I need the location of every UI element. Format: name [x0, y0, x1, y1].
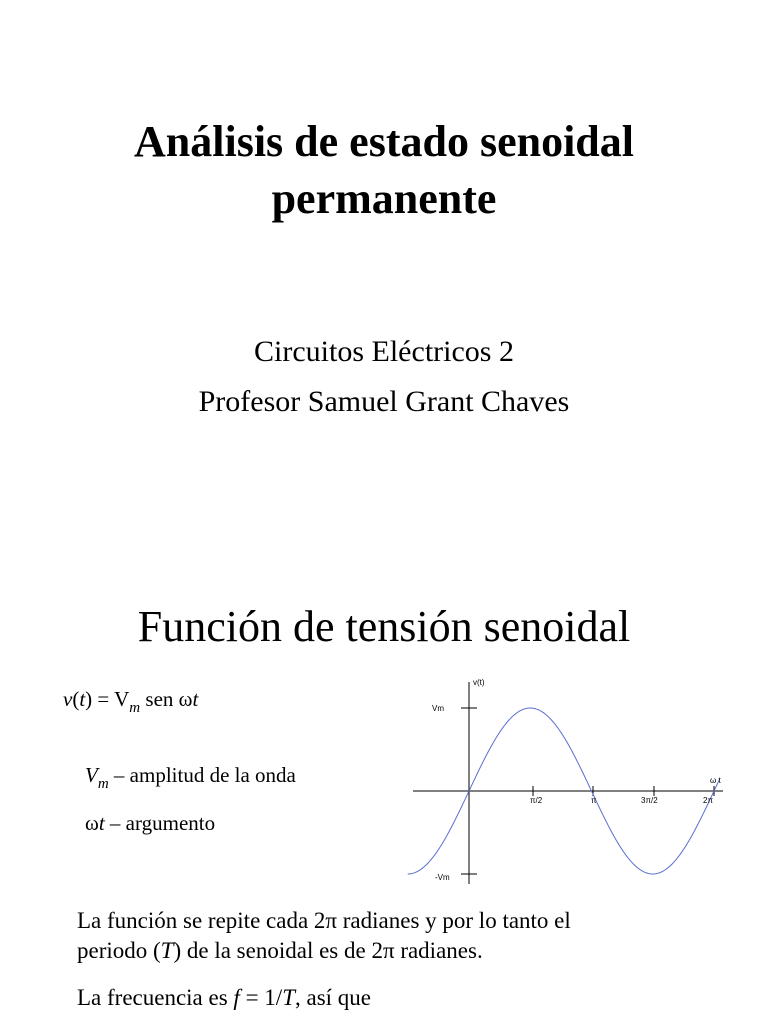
- def-t: t: [98, 811, 105, 835]
- y-axis-label: v(t): [473, 678, 485, 687]
- period-T: T: [160, 938, 174, 963]
- formula-sub-m: m: [129, 700, 141, 716]
- freq-T: T: [282, 985, 295, 1010]
- section-title: Función de tensión senoidal: [137, 602, 631, 651]
- formula-sen: sen ω: [140, 687, 193, 711]
- formula-v: v: [63, 687, 73, 711]
- vm-label: Vm: [432, 704, 444, 713]
- formula-t2: t: [192, 687, 199, 711]
- slide-title-line-1: Análisis de estado senoidal: [134, 117, 634, 166]
- period-line-2-b: ) de la senoidal es de 2π radianes.: [173, 938, 483, 963]
- formula-open-paren: (: [72, 687, 80, 711]
- freq-c: , así que: [294, 985, 371, 1010]
- period-line-1: La función se repite cada 2π radianes y por lo tanto el: [77, 908, 571, 933]
- course-name: Circuitos Eléctricos 2: [254, 335, 514, 368]
- def-v: V: [85, 763, 98, 787]
- formula-close-eq: ) = V: [85, 687, 130, 711]
- tick-label-3pi-half: 3π/2: [641, 796, 658, 805]
- def-omega: ω: [85, 811, 99, 835]
- sine-wave-graph: [405, 672, 730, 897]
- slide-title: [0, 113, 768, 227]
- voltage-formula: [63, 686, 199, 716]
- freq-b: = 1/: [239, 985, 283, 1010]
- freq-f: f: [233, 985, 240, 1010]
- tick-label-2pi: 2π: [703, 796, 713, 805]
- def-sub-m: m: [97, 776, 109, 792]
- def-amplitude-text: – amplitud de la onda: [108, 763, 296, 787]
- formula-t: t: [79, 687, 86, 711]
- x-axis-label: ω t: [710, 776, 721, 785]
- freq-a: La frecuencia es: [77, 985, 234, 1010]
- period-line-2: [77, 936, 571, 966]
- def-argument-text: – argumento: [104, 811, 216, 835]
- neg-vm-label: -Vm: [435, 873, 450, 882]
- period-line-2-a: periodo (: [77, 938, 161, 963]
- professor-name: Profesor Samuel Grant Chaves: [198, 385, 570, 418]
- tick-label-pi-half: π/2: [530, 796, 543, 805]
- amplitude-definition: [85, 762, 296, 792]
- period-paragraph: [77, 906, 571, 966]
- argument-definition: [85, 810, 215, 836]
- frequency-paragraph: [77, 983, 371, 1013]
- slide-title-line-2: permanente: [271, 174, 497, 223]
- tick-label-pi: π: [591, 796, 597, 805]
